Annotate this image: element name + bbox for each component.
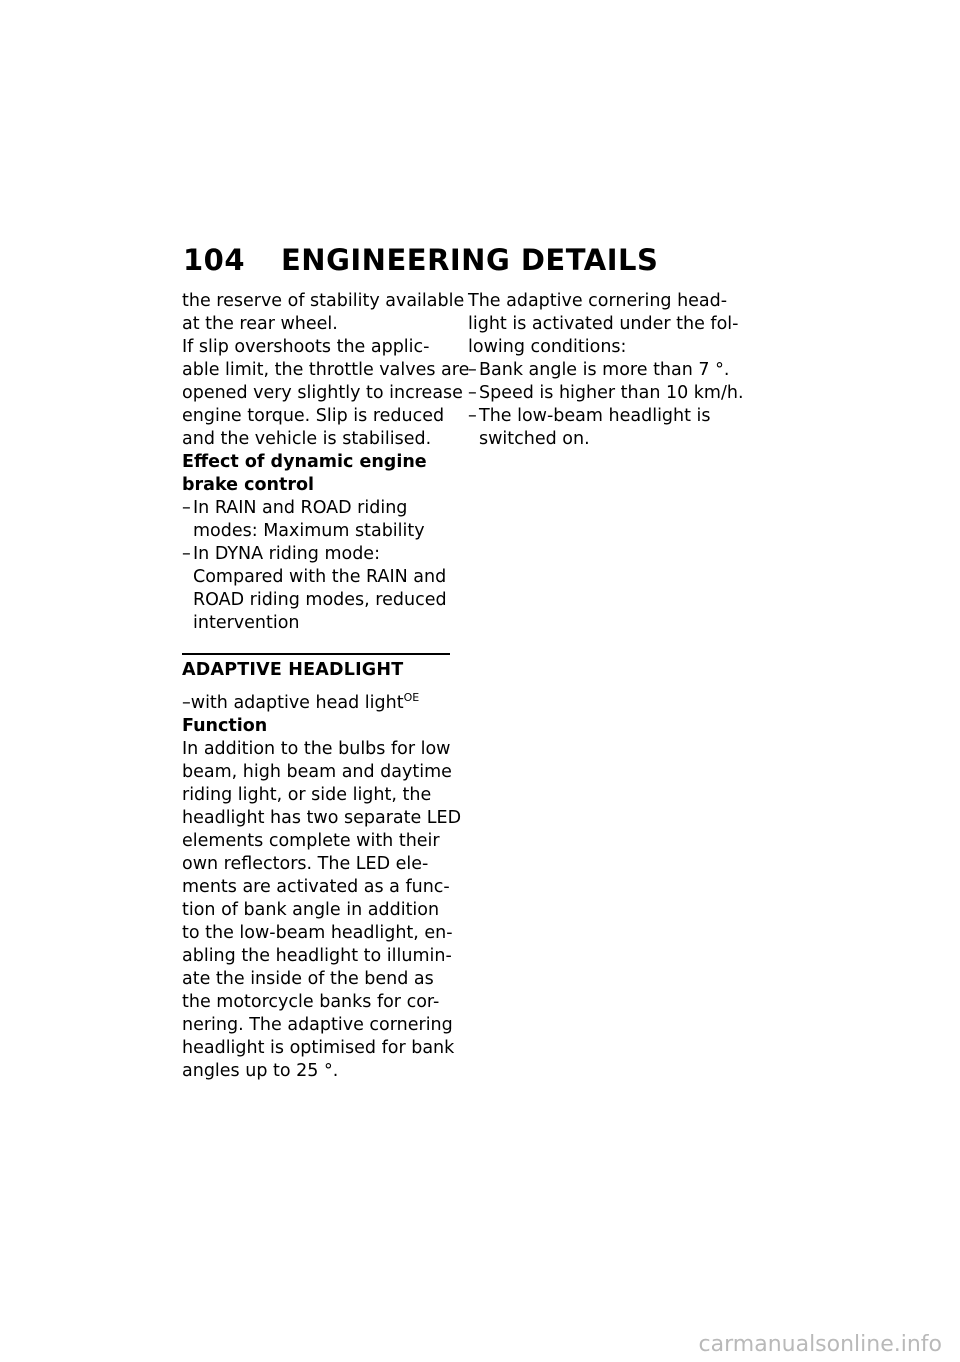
text-line: tion of bank angle in addition — [182, 900, 440, 920]
text-line: headlight is optimised for bank — [182, 1038, 455, 1058]
option-text: –with adaptive head light — [182, 693, 404, 713]
text-line: able limit, the throttle valves are — [182, 360, 470, 380]
text-line: Compared with the RAIN and — [193, 567, 447, 587]
text-line: opened very slightly to increase — [182, 383, 463, 403]
conditions-list — [468, 359, 753, 451]
text-line: lowing conditions: — [468, 337, 627, 357]
text-line: beam, high beam and daytime — [182, 762, 452, 782]
right-column — [468, 290, 753, 451]
section-title-adaptive-headlight: ADAPTIVE HEADLIGHT — [182, 660, 404, 680]
paragraph-stability — [182, 290, 465, 336]
list-item — [468, 405, 753, 451]
text-line: In RAIN and ROAD riding — [193, 498, 408, 518]
option-note — [182, 692, 452, 715]
text-line: In addition to the bulbs for low — [182, 739, 451, 759]
subheading-engine-brake — [182, 451, 452, 497]
text-line: headlight has two separate LED — [182, 808, 462, 828]
text-line: riding light, or side light, the — [182, 785, 432, 805]
text-line: the reserve of stability available — [182, 291, 465, 311]
paragraph-cornering-conditions — [468, 290, 753, 359]
text-line: Effect of dynamic engine — [182, 452, 427, 472]
dash-bullet: – — [468, 406, 477, 426]
text-line: angles up to 25 °. — [182, 1061, 339, 1081]
text-line: modes: Maximum stability — [193, 521, 425, 541]
paragraph-slip — [182, 336, 470, 451]
text-line: the motorcycle banks for cor- — [182, 992, 440, 1012]
text-line: abling the headlight to illumin- — [182, 946, 452, 966]
text-line: ments are activated as a func- — [182, 877, 450, 897]
chapter-title: ENGINEERING DETAILS — [281, 243, 659, 277]
text-line: In DYNA riding mode: — [193, 544, 380, 564]
text-line: switched on. — [479, 429, 590, 449]
subheading-function: Function — [182, 716, 268, 736]
section-divider — [182, 653, 450, 682]
text-line: and the vehicle is stabilised. — [182, 429, 432, 449]
text-line: engine torque. Slip is reduced — [182, 406, 445, 426]
engine-brake-list — [182, 497, 452, 635]
paragraph-function — [182, 738, 462, 1083]
text-line: The low-beam headlight is — [479, 406, 711, 426]
text-line: intervention — [193, 613, 300, 633]
dash-bullet: – — [182, 498, 191, 518]
dash-bullet: – — [182, 544, 191, 564]
text-line: light is activated under the fol- — [468, 314, 739, 334]
text-line: Speed is higher than 10 km/h. — [479, 383, 744, 403]
option-superscript: OE — [403, 691, 420, 704]
text-line: elements complete with their — [182, 831, 440, 851]
text-line: at the rear wheel. — [182, 314, 338, 334]
list-item — [182, 497, 452, 543]
text-line: The adaptive cornering head- — [468, 291, 728, 311]
list-item — [468, 359, 753, 382]
left-column — [182, 290, 470, 1083]
text-line: If slip overshoots the applic- — [182, 337, 430, 357]
text-line: ROAD riding modes, reduced — [193, 590, 447, 610]
dash-bullet: – — [468, 360, 477, 380]
text-line: brake control — [182, 475, 314, 495]
list-item — [468, 382, 753, 405]
text-line: own reflectors. The LED ele- — [182, 854, 429, 874]
text-line: Bank angle is more than 7 °. — [479, 360, 730, 380]
list-item — [182, 543, 452, 635]
page-number: 104 — [183, 243, 246, 277]
dash-bullet: – — [468, 383, 477, 403]
text-line: to the low-beam headlight, en- — [182, 923, 453, 943]
page-header — [183, 243, 658, 277]
watermark: carmanualsonline.info — [698, 1332, 942, 1357]
text-line: ate the inside of the bend as — [182, 969, 434, 989]
text-line: nering. The adaptive cornering — [182, 1015, 453, 1035]
